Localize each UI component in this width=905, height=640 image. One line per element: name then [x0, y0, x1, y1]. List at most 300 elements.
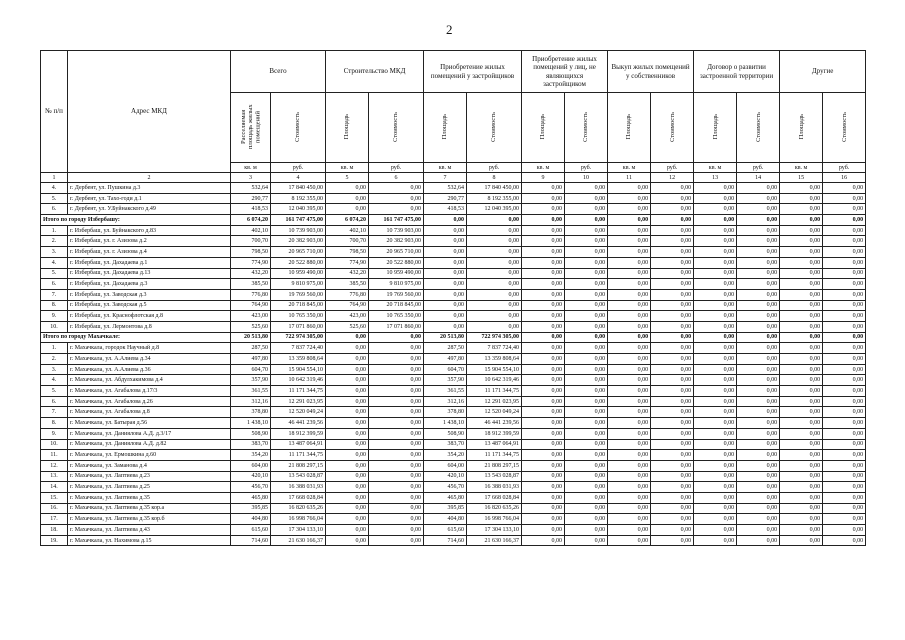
area-value: 714,60	[231, 535, 271, 546]
column-number-row	[41, 173, 866, 183]
area-value: 0,00	[522, 236, 565, 247]
area-value: 0,00	[326, 450, 369, 461]
area-value: 0,00	[608, 343, 651, 354]
area-value: 508,90	[424, 428, 467, 439]
header-area-cell	[694, 93, 737, 163]
address-cell: г. Избербаш, ул. Дахадаева д.13	[68, 268, 231, 279]
area-value: 0,00	[608, 215, 651, 226]
area-value: 0,00	[780, 525, 823, 536]
cost-value: 15 904 554,10	[467, 364, 522, 375]
column-number: 12	[651, 173, 694, 183]
cost-value: 0,00	[823, 460, 866, 471]
row-number: 4.	[41, 183, 68, 194]
cost-value: 0,00	[369, 535, 424, 546]
area-value: 0,00	[522, 525, 565, 536]
cost-value: 12 291 023,95	[271, 396, 326, 407]
cost-value: 13 543 028,87	[467, 471, 522, 482]
area-value: 0,00	[780, 386, 823, 397]
cost-value: 17 304 133,10	[467, 525, 522, 536]
cost-value: 0,00	[651, 257, 694, 268]
table-row	[41, 439, 866, 450]
cost-value: 11 171 344,75	[271, 386, 326, 397]
table-body	[41, 183, 866, 546]
cost-value: 8 192 355,00	[271, 193, 326, 204]
cost-value: 0,00	[467, 236, 522, 247]
cost-value: 13 487 064,91	[467, 439, 522, 450]
area-value: 0,00	[424, 257, 467, 268]
header-area-cell	[424, 93, 467, 163]
cost-value: 0,00	[823, 321, 866, 332]
area-value: 0,00	[780, 311, 823, 322]
table-row	[41, 535, 866, 546]
area-value: 0,00	[522, 257, 565, 268]
area-value: 0,00	[522, 471, 565, 482]
area-value: 0,00	[326, 332, 369, 343]
cost-value: 0,00	[651, 482, 694, 493]
area-value: 0,00	[522, 354, 565, 365]
area-value: 525,60	[231, 321, 271, 332]
header-total-area-cell	[231, 93, 271, 163]
area-value: 0,00	[608, 492, 651, 503]
cost-value: 0,00	[823, 204, 866, 215]
subtotal-label: Итого по городу Махачкале:	[41, 332, 231, 343]
header-area-cell	[780, 93, 823, 163]
area-value: 0,00	[608, 535, 651, 546]
cost-value: 0,00	[369, 514, 424, 525]
cost-value: 20 382 903,00	[369, 236, 424, 247]
cost-value: 0,00	[737, 343, 780, 354]
subtotal-label: Итого по городу Избербашу:	[41, 215, 231, 226]
cost-value: 0,00	[651, 247, 694, 258]
header-group-development-contract: Договор о развитии застроенной территории	[694, 51, 780, 93]
cost-value: 0,00	[737, 257, 780, 268]
cost-value: 8 192 355,00	[467, 193, 522, 204]
cost-value: 12 291 023,95	[467, 396, 522, 407]
cost-value: 0,00	[369, 503, 424, 514]
cost-value: 0,00	[737, 439, 780, 450]
cost-value: 0,00	[737, 268, 780, 279]
row-number: 2.	[41, 236, 68, 247]
cost-value: 0,00	[651, 492, 694, 503]
address-cell: г. Избербаш, ул. Буйнакского д.83	[68, 225, 231, 236]
page-number: 2	[446, 22, 453, 37]
column-number: 14	[737, 173, 780, 183]
row-number: 6.	[41, 396, 68, 407]
cost-value: 0,00	[823, 471, 866, 482]
area-value: 525,60	[326, 321, 369, 332]
area-value: 776,80	[231, 289, 271, 300]
cost-value: 0,00	[369, 460, 424, 471]
area-value: 0,00	[694, 364, 737, 375]
area-value: 0,00	[522, 225, 565, 236]
address-cell: г. Избербаш, ул. Лермонтова д.8	[68, 321, 231, 332]
cost-value: 9 810 975,00	[271, 279, 326, 290]
area-value: 0,00	[694, 247, 737, 258]
table-row	[41, 279, 866, 290]
header-group-developer: Приобретение жилых помещений у застройщиков	[424, 51, 522, 93]
area-value: 0,00	[326, 525, 369, 536]
cost-value: 18 912 399,59	[467, 428, 522, 439]
area-value: 361,55	[231, 386, 271, 397]
area-value: 0,00	[326, 492, 369, 503]
cost-value: 0,00	[565, 492, 608, 503]
subtotal-row	[41, 332, 866, 343]
area-value: 0,00	[522, 343, 565, 354]
cost-value: 0,00	[565, 354, 608, 365]
area-value: 0,00	[608, 321, 651, 332]
address-cell: г. Махачкала, ул. Заманова д.4	[68, 460, 231, 471]
cost-value: 0,00	[737, 428, 780, 439]
cost-value: 0,00	[823, 396, 866, 407]
area-value: 0,00	[326, 375, 369, 386]
header-group-row	[41, 51, 866, 93]
area-value: 0,00	[522, 428, 565, 439]
cost-value: 0,00	[823, 300, 866, 311]
cost-value: 20 965 710,00	[271, 247, 326, 258]
area-value: 378,80	[231, 407, 271, 418]
area-value: 0,00	[522, 364, 565, 375]
unit-area: кв. м	[780, 163, 823, 173]
cost-value: 0,00	[467, 300, 522, 311]
cost-value: 19 769 560,00	[369, 289, 424, 300]
row-number: 10.	[41, 439, 68, 450]
row-number: 17.	[41, 514, 68, 525]
cost-value: 20 522 880,00	[369, 257, 424, 268]
cost-value: 10 642 319,46	[467, 375, 522, 386]
area-value: 0,00	[522, 375, 565, 386]
area-value: 508,90	[231, 428, 271, 439]
area-value: 290,77	[231, 193, 271, 204]
area-value: 0,00	[694, 183, 737, 194]
column-number: 8	[467, 173, 522, 183]
address-cell: г. Махачкала, ул. Агабалова д.26	[68, 396, 231, 407]
area-value: 395,85	[231, 503, 271, 514]
area-value: 532,64	[424, 183, 467, 194]
cost-value: 13 487 064,91	[271, 439, 326, 450]
area-value: 0,00	[780, 268, 823, 279]
area-value: 404,80	[231, 514, 271, 525]
row-number: 13.	[41, 471, 68, 482]
area-value: 497,80	[231, 354, 271, 365]
area-value: 0,00	[424, 300, 467, 311]
column-number: 5	[326, 173, 369, 183]
area-value: 0,00	[326, 514, 369, 525]
table-row	[41, 204, 866, 215]
cost-value: 0,00	[565, 375, 608, 386]
area-value: 420,10	[424, 471, 467, 482]
cost-value: 0,00	[823, 418, 866, 429]
header-address: Адрес МКД	[68, 51, 231, 173]
cost-value: 0,00	[823, 364, 866, 375]
area-value: 423,00	[326, 311, 369, 322]
area-value: 604,00	[231, 460, 271, 471]
table-row	[41, 354, 866, 365]
cost-value: 0,00	[823, 482, 866, 493]
cost-value: 0,00	[737, 482, 780, 493]
address-cell: г. Избербаш, ул. Заводская д.5	[68, 300, 231, 311]
cost-value: 0,00	[651, 428, 694, 439]
cost-value: 0,00	[651, 418, 694, 429]
cost-value: 0,00	[651, 204, 694, 215]
area-value: 465,80	[424, 492, 467, 503]
area-value: 0,00	[694, 332, 737, 343]
area-value: 0,00	[694, 535, 737, 546]
cost-value: 0,00	[651, 289, 694, 300]
area-value: 0,00	[608, 257, 651, 268]
cost-value: 0,00	[737, 471, 780, 482]
header-total-area: Расселяемая площадь жилых помещений	[239, 104, 262, 149]
address-cell: г. Махачкала, ул. Лаптиева д.35 кор.б	[68, 514, 231, 525]
cost-value: 161 747 475,00	[271, 215, 326, 226]
cost-value: 0,00	[651, 321, 694, 332]
area-value: 0,00	[608, 482, 651, 493]
unit-cost: руб.	[737, 163, 780, 173]
area-value: 0,00	[522, 289, 565, 300]
cost-value: 0,00	[737, 492, 780, 503]
cost-value: 0,00	[823, 215, 866, 226]
header-cost-cell	[651, 93, 694, 163]
header-area: Площадь	[539, 113, 547, 140]
cost-value: 21 630 166,37	[271, 535, 326, 546]
area-value: 0,00	[694, 439, 737, 450]
cost-value: 0,00	[737, 364, 780, 375]
row-number: 9.	[41, 311, 68, 322]
cost-value: 0,00	[651, 183, 694, 194]
cost-value: 0,00	[651, 375, 694, 386]
cost-value: 20 718 845,00	[271, 300, 326, 311]
cost-value: 0,00	[565, 364, 608, 375]
area-value: 0,00	[780, 364, 823, 375]
cost-value: 18 912 399,59	[271, 428, 326, 439]
area-value: 0,00	[522, 482, 565, 493]
area-value: 312,16	[424, 396, 467, 407]
cost-value: 46 441 239,56	[467, 418, 522, 429]
area-value: 532,64	[231, 183, 271, 194]
area-value: 0,00	[522, 311, 565, 322]
area-value: 0,00	[522, 418, 565, 429]
area-value: 0,00	[608, 439, 651, 450]
row-number: 16.	[41, 503, 68, 514]
area-value: 0,00	[522, 439, 565, 450]
area-value: 0,00	[780, 354, 823, 365]
address-cell: г. Избербаш, ул. Дахадаева д.1	[68, 257, 231, 268]
cost-value: 0,00	[823, 247, 866, 258]
cost-value: 0,00	[467, 225, 522, 236]
area-value: 0,00	[608, 289, 651, 300]
area-value: 0,00	[326, 354, 369, 365]
header-area-cell	[522, 93, 565, 163]
cost-value: 0,00	[565, 247, 608, 258]
cost-value: 0,00	[369, 450, 424, 461]
area-value: 700,70	[326, 236, 369, 247]
area-value: 395,85	[424, 503, 467, 514]
cost-value: 0,00	[823, 193, 866, 204]
header-cost-cell	[467, 93, 522, 163]
area-value: 456,70	[231, 482, 271, 493]
area-value: 290,77	[424, 193, 467, 204]
area-value: 287,50	[231, 343, 271, 354]
cost-value: 0,00	[823, 289, 866, 300]
cost-value: 0,00	[651, 268, 694, 279]
cost-value: 7 837 724,40	[467, 343, 522, 354]
cost-value: 10 959 490,00	[271, 268, 326, 279]
area-value: 0,00	[694, 257, 737, 268]
address-cell: г. Махачкала, ул. Ермошкина д.60	[68, 450, 231, 461]
area-value: 0,00	[694, 204, 737, 215]
header-area-cell	[608, 93, 651, 163]
area-value: 0,00	[424, 236, 467, 247]
table-row	[41, 300, 866, 311]
row-number: 5.	[41, 268, 68, 279]
cost-value: 0,00	[651, 514, 694, 525]
area-value: 0,00	[326, 343, 369, 354]
cost-value: 0,00	[467, 257, 522, 268]
area-value: 0,00	[608, 311, 651, 322]
cost-value: 0,00	[565, 460, 608, 471]
area-value: 0,00	[694, 514, 737, 525]
header-area: Площадь	[711, 113, 719, 140]
address-cell: г. Махачкала, ул. Агабалова д.8	[68, 407, 231, 418]
area-value: 0,00	[608, 460, 651, 471]
cost-value: 0,00	[369, 332, 424, 343]
cost-value: 13 359 808,64	[271, 354, 326, 365]
area-value: 0,00	[694, 236, 737, 247]
header-no: № п/п	[41, 51, 68, 173]
cost-value: 0,00	[369, 386, 424, 397]
area-value: 0,00	[780, 247, 823, 258]
unit-area: кв. м	[522, 163, 565, 173]
cost-value: 0,00	[737, 215, 780, 226]
cost-value: 0,00	[823, 311, 866, 322]
area-value: 0,00	[522, 460, 565, 471]
cost-value: 0,00	[737, 204, 780, 215]
column-number: 4	[271, 173, 326, 183]
cost-value: 0,00	[737, 289, 780, 300]
column-number: 3	[231, 173, 271, 183]
cost-value: 0,00	[565, 225, 608, 236]
row-number: 1.	[41, 225, 68, 236]
area-value: 0,00	[694, 525, 737, 536]
area-value: 700,70	[231, 236, 271, 247]
unit-cost: руб.	[467, 163, 522, 173]
area-value: 0,00	[608, 300, 651, 311]
table-row	[41, 375, 866, 386]
header-group-other: Другие	[780, 51, 866, 93]
cost-value: 7 837 724,40	[271, 343, 326, 354]
area-value: 0,00	[608, 396, 651, 407]
area-value: 0,00	[424, 247, 467, 258]
area-value: 0,00	[608, 514, 651, 525]
row-number: 5.	[41, 386, 68, 397]
area-value: 0,00	[608, 225, 651, 236]
area-value: 0,00	[780, 396, 823, 407]
area-value: 385,50	[231, 279, 271, 290]
cost-value: 0,00	[823, 503, 866, 514]
row-number: 10.	[41, 321, 68, 332]
cost-value: 17 071 860,00	[271, 321, 326, 332]
area-value: 0,00	[326, 482, 369, 493]
table-row	[41, 343, 866, 354]
area-value: 0,00	[694, 311, 737, 322]
cost-value: 0,00	[651, 236, 694, 247]
area-value: 383,70	[424, 439, 467, 450]
cost-value: 16 998 766,04	[271, 514, 326, 525]
cost-value: 0,00	[565, 428, 608, 439]
address-cell: г. Махачкала, ул. Абдулхакимова д.4	[68, 375, 231, 386]
address-cell: г. Махачкала, городок Научный д.8	[68, 343, 231, 354]
cost-value: 10 765 350,00	[271, 311, 326, 322]
column-number: 10	[565, 173, 608, 183]
area-value: 0,00	[522, 300, 565, 311]
cost-value: 11 171 344,75	[467, 450, 522, 461]
column-number: 16	[823, 173, 866, 183]
row-number: 8.	[41, 418, 68, 429]
cost-value: 12 520 049,24	[271, 407, 326, 418]
address-cell: г. Махачкала, ул. Лаптиева д.35	[68, 492, 231, 503]
area-value: 0,00	[780, 289, 823, 300]
area-value: 0,00	[326, 396, 369, 407]
cost-value: 0,00	[651, 386, 694, 397]
cost-value: 0,00	[651, 215, 694, 226]
area-value: 615,60	[231, 525, 271, 536]
cost-value: 20 718 845,00	[369, 300, 424, 311]
header-group-buyout: Выкуп жилых помещений у собственников	[608, 51, 694, 93]
area-value: 0,00	[694, 375, 737, 386]
area-value: 0,00	[780, 332, 823, 343]
area-value: 0,00	[780, 482, 823, 493]
cost-value: 46 441 239,56	[271, 418, 326, 429]
area-value: 0,00	[522, 492, 565, 503]
cost-value: 17 071 860,00	[369, 321, 424, 332]
cost-value: 0,00	[737, 193, 780, 204]
header-group-total: Всего	[231, 51, 326, 93]
cost-value: 17 668 028,84	[467, 492, 522, 503]
cost-value: 10 739 903,00	[369, 225, 424, 236]
area-value: 0,00	[522, 279, 565, 290]
cost-value: 0,00	[737, 300, 780, 311]
row-number: 11.	[41, 450, 68, 461]
address-cell: г. Избербаш, ул. г. Азизова д.2	[68, 236, 231, 247]
area-value: 798,50	[231, 247, 271, 258]
area-value: 615,60	[424, 525, 467, 536]
cost-value: 0,00	[737, 225, 780, 236]
cost-value: 0,00	[565, 386, 608, 397]
area-value: 465,80	[231, 492, 271, 503]
area-value: 0,00	[694, 492, 737, 503]
area-value: 0,00	[608, 471, 651, 482]
area-value: 402,10	[326, 225, 369, 236]
cost-value: 0,00	[369, 407, 424, 418]
unit-cost: руб.	[651, 163, 694, 173]
area-value: 0,00	[522, 193, 565, 204]
area-value: 0,00	[694, 321, 737, 332]
cost-value: 0,00	[737, 407, 780, 418]
row-number: 2.	[41, 354, 68, 365]
area-value: 604,70	[424, 364, 467, 375]
area-value: 714,60	[424, 535, 467, 546]
cost-value: 0,00	[369, 492, 424, 503]
cost-value: 10 959 490,00	[369, 268, 424, 279]
cost-value: 0,00	[651, 311, 694, 322]
area-value: 0,00	[694, 450, 737, 461]
header-cost-cell	[823, 93, 866, 163]
cost-value: 9 810 975,00	[369, 279, 424, 290]
area-value: 0,00	[522, 407, 565, 418]
column-number: 2	[68, 173, 231, 183]
address-cell: г. Махачкала, ул. Батырая д.56	[68, 418, 231, 429]
header-cost: Стоимость	[392, 111, 400, 142]
cost-value: 0,00	[651, 225, 694, 236]
